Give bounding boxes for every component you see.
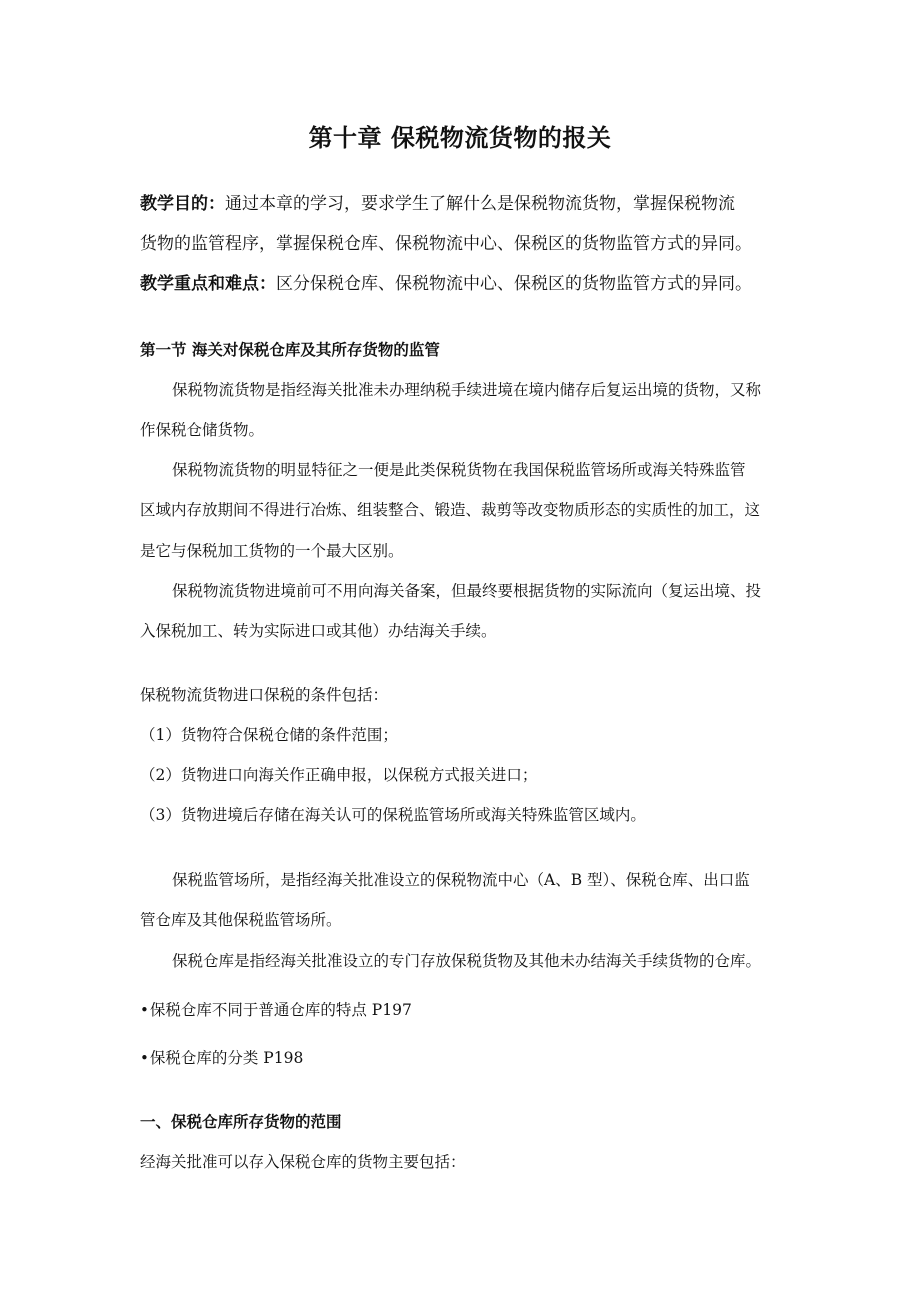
teaching-objective — [140, 184, 785, 264]
paragraph-4-line-1: 保税监管场所，是指经海关批准设立的保税物流中心（A、B 型）、保税仓库、出口监 — [172, 871, 750, 889]
paragraph-3-line-2: 入保税加工、转为实际进口或其他）办结海关手续。 — [140, 622, 497, 640]
bullet-item-2 — [140, 1046, 785, 1068]
paragraph-3-line-1: 保税物流货物进境前可不用向海关备案，但最终要根据货物的实际流向（复运出境、投 — [172, 582, 762, 600]
paragraph-1-line-2: 作保税仓储货物。 — [140, 421, 265, 439]
bullet-item-1-text: 保税仓库不同于普通仓库的特点 P197 — [149, 1001, 412, 1019]
bullet-item-1 — [140, 998, 785, 1020]
teaching-objective-label: 教学目的： — [140, 194, 225, 214]
paragraph-2-line-2: 区域内存放期间不得进行冶炼、组装整合、锻造、裁剪等改变物质形态的实质性的加工，这 — [140, 501, 761, 519]
chapter-title: 第十章 保税物流货物的报关 — [308, 123, 612, 152]
paragraph-2-line-3: 是它与保税加工货物的一个最大区别。 — [140, 542, 404, 560]
bullet-icon: • — [140, 1001, 149, 1019]
paragraph-2-line-1: 保税物流货物的明显特征之一便是此类保税货物在我国保税监管场所或海关特殊监管 — [172, 461, 746, 479]
condition-2: （2）货物进口向海关作正确申报，以保税方式报关进口； — [140, 766, 538, 784]
section-heading: 第一节 海关对保税仓库及其所存货物的监管 — [140, 340, 440, 359]
key-points-text: 区分保税仓库、保税物流中心、保税区的货物监管方式的异同。 — [276, 274, 752, 294]
paragraph-4-line-2: 管仓库及其他保税监管场所。 — [140, 911, 342, 929]
sub-intro: 经海关批准可以存入保税仓库的货物主要包括： — [140, 1153, 466, 1171]
condition-1: （1）货物符合保税仓储的条件范围； — [140, 726, 398, 744]
condition-3: （3）货物进境后存储在海关认可的保税监管场所或海关特殊监管区域内。 — [140, 806, 646, 824]
paragraph-5: 保税仓库是指经海关批准设立的专门存放保税货物及其他未办结海关手续货物的仓库。 — [172, 952, 762, 970]
conditions-intro: 保税物流货物进口保税的条件包括： — [140, 686, 389, 704]
teaching-objective-line2: 货物的监管程序，掌握保税仓库、保税物流中心、保税区的货物监管方式的异同。 — [140, 234, 752, 254]
sub-heading: 一、保税仓库所存货物的范围 — [140, 1112, 342, 1131]
key-points-label: 教学重点和难点： — [140, 274, 276, 294]
bullet-icon: • — [140, 1049, 149, 1067]
bullet-item-2-text: 保税仓库的分类 P198 — [149, 1049, 304, 1067]
teaching-objective-line1: 通过本章的学习，要求学生了解什么是保税物流货物，掌握保税物流 — [225, 194, 735, 214]
paragraph-1-line-1: 保税物流货物是指经海关批准未办理纳税手续进境在境内储存后复运出境的货物，又称 — [172, 381, 762, 399]
key-points — [140, 264, 785, 304]
